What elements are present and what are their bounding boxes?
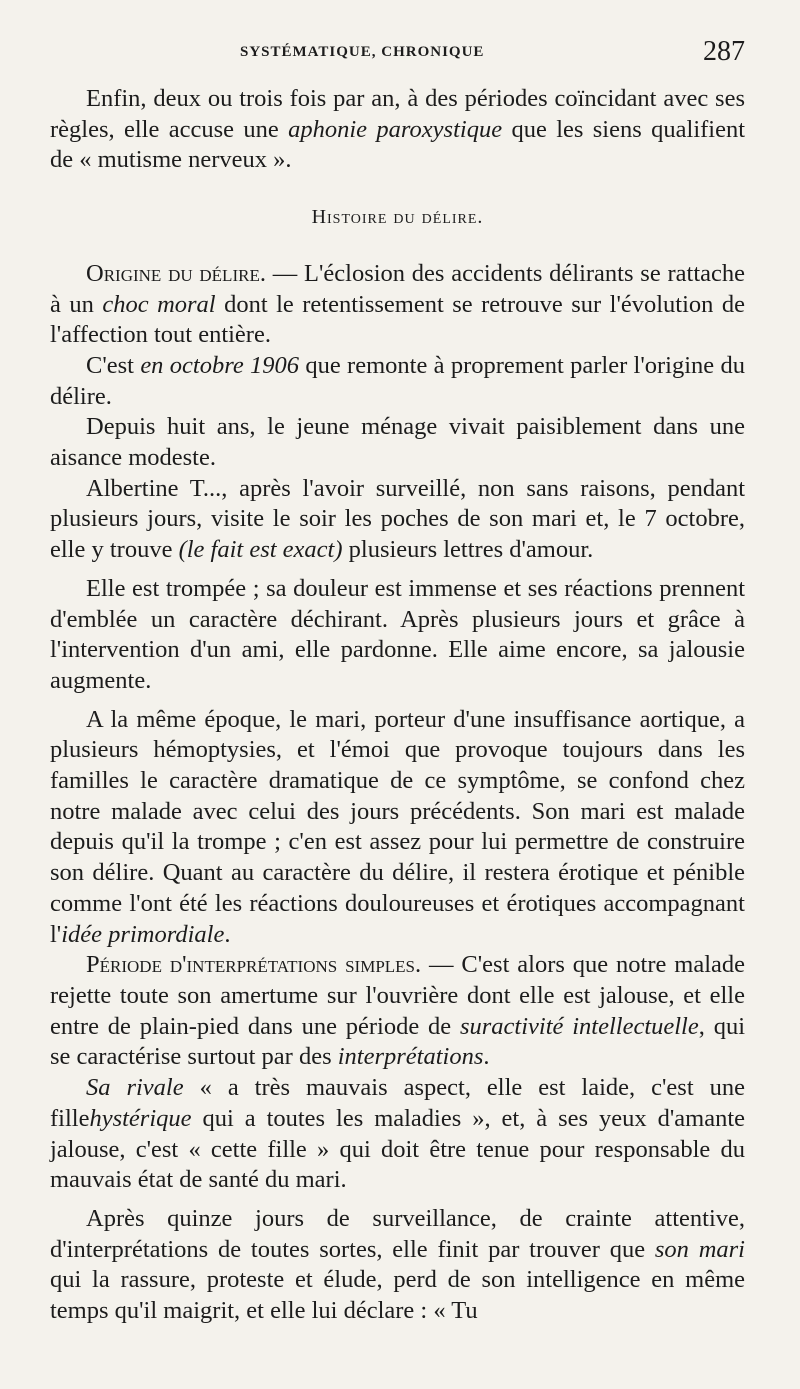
italic-run: suractivité intellectuelle [459, 1012, 699, 1040]
italic-run: Sa rivale [86, 1074, 184, 1102]
text-run: . [224, 920, 231, 948]
text-run: Enfin, deux ou trois fois par an, à des périodes coïncidant avec ses règles, elle accuse une [50, 85, 745, 143]
paragraph-quinze-jours [50, 1204, 745, 1327]
text-run: — L'éclosion des accidents délirants se rattache à un [50, 259, 746, 318]
body-text [50, 84, 745, 1327]
text-run: qui a toutes les maladies », et, à ses yeux d'amante jalouse, c'est « cette fille » qui doit être tenue pour responsable du mauvais état de santé du mari. [50, 1104, 745, 1194]
text-run: Albertine T..., après l'avoir surveillé, non sans raisons, pendant plusieurs jours, visite le soir les poches de son mari et, le 7 octobre, elle y trouve [50, 474, 745, 564]
text-run: dont le retentissement se retrouve sur l'évolution de l'affection tout entière. [50, 290, 746, 349]
paragraph-origine [50, 259, 745, 351]
text-run: — C'est alors que notre malade rejette toute son amertume sur l'ouvrière dont elle est jalouse, et elle entre de plain-pied dans une période de [50, 951, 746, 1040]
text-run: « a très mauvais aspect, elle est laide, c'est une fille [50, 1074, 745, 1132]
text-run: que remonte à proprement parler l'origine du délire. [50, 351, 745, 410]
italic-run: interprétations [337, 1043, 484, 1071]
text-run: C'est [86, 351, 134, 379]
paragraph-menage: Depuis huit ans, le jeune ménage vivait paisiblement dans une aisance modeste. [50, 413, 745, 472]
paragraph-octobre [50, 351, 745, 412]
italic-run: hystérique [89, 1104, 192, 1132]
text-run: . [483, 1043, 490, 1071]
italic-run: en octobre 1906 [140, 351, 300, 379]
page-number: 287 [703, 36, 745, 67]
text-run: A la même époque, le mari, porteur d'une insuffisance aortique, a plusieurs hémoptysies, et l'émoi que provoque toujours dans les familles le caractère dramatique de ce symptôme, se confond chez notre malade avec celui des jours précédents. Son mari est malade depuis qu'il la trompe ; c'en est assez pour lui permettre de construire son délire. Quant au caractère du délire, il restera érotique et pénible comme l'ont été les réactions douloureuses et érotiques accompagnant l' [50, 705, 745, 948]
text-run: plusieurs lettres d'amour. [348, 536, 594, 564]
italic-run: choc moral [102, 290, 216, 318]
running-head: SYSTÉMATIQUE, CHRONIQUE [240, 44, 485, 60]
run-in-heading: Période d'interprétations simples. [86, 951, 422, 979]
page-header [0, 36, 800, 80]
paragraph-albertine [50, 474, 745, 566]
italic-run: (le fait est exact) [178, 536, 343, 564]
run-in-heading: Origine du délire. [86, 259, 266, 287]
paragraph-trompee: Elle est trompée ; sa douleur est immense et ses réactions prennent d'emblée un caractère déchirant. Après plusieurs jours et grâce à l'intervention d'un ami, elle pardonne. Elle aime encore, sa jalousie augmente. [50, 574, 745, 694]
text-run: qui la rassure, proteste et élude, perd de son intelligence en même temps qu'il maigrit, et elle lui déclare : « Tu [50, 1266, 745, 1325]
paragraph-meme-epoque [50, 705, 745, 951]
text-run: , qui se caractérise surtout par des [50, 1012, 745, 1071]
paragraph-aphonie [50, 84, 745, 176]
paragraph-rivale [50, 1073, 745, 1196]
section-heading: Histoire du délire. [311, 206, 484, 229]
text-run: que les siens qualifient de « mutisme nerveux ». [50, 115, 746, 174]
italic-run: idée primordiale [61, 920, 225, 948]
italic-run: son mari [654, 1235, 745, 1263]
text-run: Après quinze jours de surveillance, de crainte attentive, d'interprétations de toutes sortes, elle finit par trouver que [50, 1204, 745, 1263]
italic-run: aphonie paroxystique [288, 115, 503, 143]
paragraph-interpretations [50, 950, 745, 1073]
